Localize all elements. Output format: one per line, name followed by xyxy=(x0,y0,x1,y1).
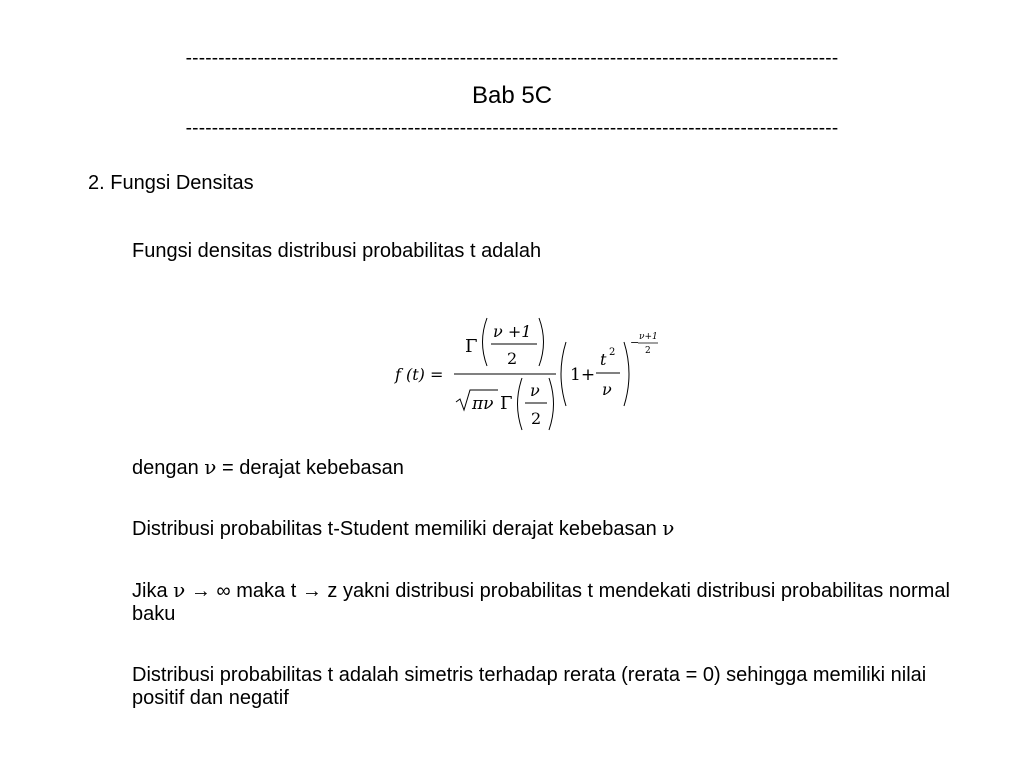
formula-two-bottom: 2 xyxy=(531,409,542,428)
formula-paren-left-bottom xyxy=(518,378,523,430)
nu-symbol: ν xyxy=(204,455,217,479)
arrow-icon-2: → xyxy=(301,580,322,602)
dengan-prefix: dengan xyxy=(132,457,205,479)
formula-two-top: 2 xyxy=(507,349,518,368)
jika-text xyxy=(132,579,952,626)
top-divider: ---------------------------------------------------------------------------------------------------- xyxy=(185,48,839,69)
formula-paren-left-big xyxy=(561,342,566,406)
formula-nu-plus-one: ν +1 xyxy=(493,322,532,341)
jika-prefix: Jika xyxy=(132,580,174,602)
formula-nu-t: ν xyxy=(602,380,612,399)
formula-t: t xyxy=(600,350,607,369)
page-title: Bab 5C xyxy=(471,82,553,109)
formula-gamma-top: Γ xyxy=(465,336,478,357)
student-text xyxy=(132,517,952,541)
student-main: Distribusi probabilitas t-Student memiliki derajat kebebasan xyxy=(132,518,663,540)
formula-lhs: f (t) = xyxy=(395,365,444,384)
formula-exp-num: ν+1 xyxy=(639,332,658,342)
formula-paren-right-top xyxy=(539,318,544,366)
nu-symbol-2: ν xyxy=(662,516,675,540)
dengan-suffix: = derajat kebebasan xyxy=(216,457,404,479)
bottom-divider: ---------------------------------------------------------------------------------------------------- xyxy=(185,118,839,139)
nu-symbol-3: ν xyxy=(173,578,186,602)
formula-paren-right-big xyxy=(624,342,629,406)
formula-nu-bottom: ν xyxy=(530,381,540,400)
t-density-formula xyxy=(390,310,670,440)
intro-text: Fungsi densitas distribusi probabilitas t adalah xyxy=(132,240,542,262)
formula-pi-nu: πν xyxy=(472,394,494,414)
infinity-symbol: ∞ xyxy=(216,580,231,602)
arrow-icon: → xyxy=(190,580,211,602)
dengan-text xyxy=(132,456,952,480)
simetris-text: Distribusi probabilitas t adalah simetris terhadap rerata (rerata = 0) sehingga memiliki nilai positif dan negatif xyxy=(132,664,927,709)
jika-suffix: z yakni distribusi probabilitas t mendekati distribusi probabilitas normal baku xyxy=(132,580,950,625)
maka-t: maka t xyxy=(230,580,302,602)
formula-t-sq: 2 xyxy=(609,347,616,358)
formula-paren-right-bottom xyxy=(549,378,554,430)
formula-one-plus: 1+ xyxy=(570,365,596,385)
section-heading: 2. Fungsi Densitas xyxy=(88,172,254,194)
formula-exp-minus: − xyxy=(630,336,640,349)
formula-gamma-bottom: Γ xyxy=(500,393,513,414)
formula-exp-den: 2 xyxy=(645,346,651,356)
formula-paren-left-top xyxy=(483,318,488,366)
